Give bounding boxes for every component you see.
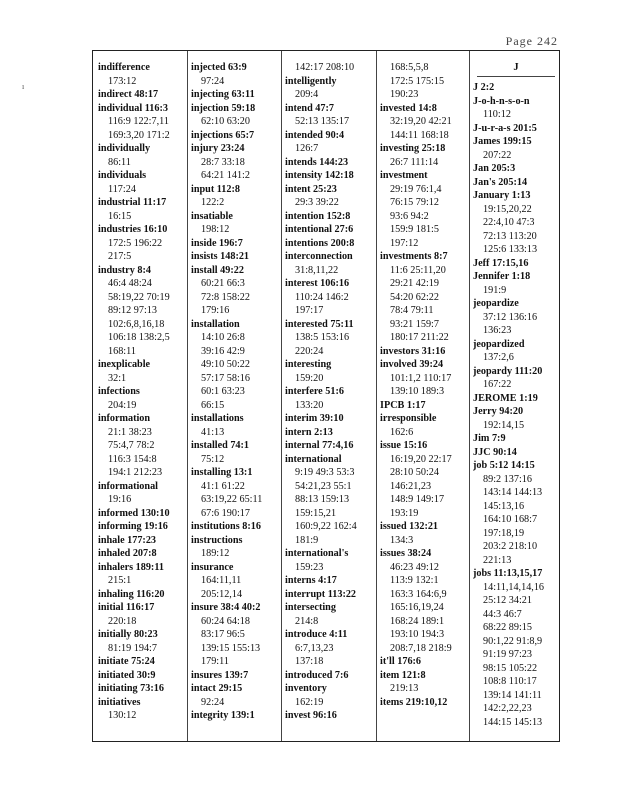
index-term: Jan's 205:14 bbox=[473, 176, 528, 188]
index-term: individually bbox=[98, 143, 151, 154]
index-page-refs: 148:9 149:17 bbox=[390, 494, 445, 505]
index-page-refs: 49:10 50:22 bbox=[201, 359, 250, 370]
index-page-refs: 181:9 bbox=[295, 534, 319, 546]
index-term: insure 38:4 40:2 bbox=[191, 602, 261, 613]
index-term: Jan 205:3 bbox=[473, 163, 516, 174]
index-term: informational bbox=[98, 480, 158, 492]
index-term: installation bbox=[191, 318, 240, 330]
index-page-refs: 190:23 bbox=[390, 89, 419, 100]
index-page-refs: 98:15 105:22 bbox=[483, 662, 538, 674]
index-page-refs: 172:5 196:22 bbox=[108, 237, 163, 249]
index-page-refs: 164:10 168:7 bbox=[483, 514, 538, 525]
index-term: industries 16:10 bbox=[98, 224, 168, 235]
index-term: James 199:15 bbox=[473, 136, 532, 147]
index-page-refs: 133:20 bbox=[295, 399, 324, 411]
index-term: injections 65:7 bbox=[191, 129, 255, 141]
index-page-refs: 142:2,22,23 bbox=[483, 703, 532, 714]
index-page-refs: 163:3 164:6,9 bbox=[390, 588, 447, 600]
index-page-refs: 113:9 132:1 bbox=[390, 575, 439, 586]
index-page-refs: 159:9 181:5 bbox=[390, 224, 439, 235]
index-page-refs: 72:13 113:20 bbox=[483, 230, 537, 242]
index-term: investments 8:7 bbox=[380, 251, 448, 262]
index-term: installed 74:1 bbox=[191, 440, 250, 451]
index-term: intended 90:4 bbox=[285, 129, 345, 141]
index-term: interrupt 113:22 bbox=[285, 588, 357, 600]
index-page-refs: 165:16,19,24 bbox=[390, 602, 444, 613]
index-term: interfere 51:6 bbox=[285, 386, 344, 397]
index-term: indirect 48:17 bbox=[98, 89, 159, 100]
index-term: injection 59:18 bbox=[191, 102, 256, 114]
index-term: injury 23:24 bbox=[191, 143, 245, 154]
index-term: Jennifer 1:18 bbox=[473, 271, 531, 282]
index-page-refs: 29:21 42:19 bbox=[390, 278, 439, 289]
index-page-refs: 162:19 bbox=[295, 696, 324, 708]
index-page-refs: 207:22 bbox=[483, 149, 512, 161]
index-page-refs: 81:19 194:7 bbox=[108, 642, 157, 654]
index-term: inhaled 207:8 bbox=[98, 548, 157, 559]
index-page-refs: 93:21 159:7 bbox=[390, 318, 439, 330]
index-term: intensity 142:18 bbox=[285, 170, 354, 181]
index-term: interest 106:16 bbox=[285, 278, 350, 289]
index-page-refs: 9:19 49:3 53:3 bbox=[295, 467, 355, 478]
index-term: interns 4:17 bbox=[285, 575, 337, 586]
index-page-refs: 57:17 58:16 bbox=[201, 372, 250, 384]
index-term: installing 13:1 bbox=[191, 467, 253, 478]
index-page-refs: 54:21,23 55:1 bbox=[295, 480, 352, 492]
index-page-refs: 168:11 bbox=[108, 345, 136, 357]
index-page-refs: 28:7 33:18 bbox=[201, 156, 245, 168]
index-page-refs: 122:2 bbox=[201, 197, 225, 208]
index-page-refs: 90:1,22 91:8,9 bbox=[483, 635, 543, 647]
index-page-refs: 14:10 26:8 bbox=[201, 332, 245, 343]
column-divider bbox=[281, 51, 282, 741]
index-page-refs: 179:11 bbox=[201, 656, 229, 667]
index-page-refs: 102:6,8,16,18 bbox=[108, 318, 165, 330]
index-term: involved 39:24 bbox=[380, 359, 444, 370]
index-page-refs: 197:18,19 bbox=[483, 527, 525, 539]
index-page-refs: 101:1,2 110:17 bbox=[390, 372, 452, 384]
index-page-refs: 214:8 bbox=[295, 615, 319, 627]
index-term: invested 14:8 bbox=[380, 102, 437, 114]
index-term: insatiable bbox=[191, 210, 233, 222]
index-page-refs: 37:12 136:16 bbox=[483, 311, 538, 323]
index-term: jeopardized bbox=[473, 338, 525, 350]
index-page-refs: 126:7 bbox=[295, 143, 319, 154]
index-term: intern 2:13 bbox=[285, 426, 333, 438]
index-page-refs: 60:24 64:18 bbox=[201, 615, 250, 627]
index-page-refs: 221:13 bbox=[483, 554, 512, 566]
index-term: intent 25:23 bbox=[285, 183, 337, 195]
index-term: jeopardy 111:20 bbox=[473, 365, 543, 377]
index-page-refs: 41:13 bbox=[201, 426, 225, 438]
index-term: input 112:8 bbox=[191, 183, 240, 195]
index-term: intention 152:8 bbox=[285, 210, 351, 222]
index-term: international's bbox=[285, 548, 349, 559]
index-page-refs: 75:4,7 78:2 bbox=[108, 440, 155, 451]
index-term: irresponsible bbox=[380, 413, 437, 424]
index-term: intact 29:15 bbox=[191, 683, 243, 694]
index-page-refs: 89:2 137:16 bbox=[483, 473, 532, 485]
index-page-refs: 67:6 190:17 bbox=[201, 507, 250, 519]
index-page-refs: 28:10 50:24 bbox=[390, 467, 439, 478]
index-term: issues 38:24 bbox=[380, 548, 432, 559]
index-page-refs: 64:21 141:2 bbox=[201, 170, 250, 181]
index-term: interested 75:11 bbox=[285, 318, 354, 330]
index-column-2 bbox=[191, 61, 279, 737]
index-page-refs: 91:19 97:23 bbox=[483, 649, 532, 660]
index-page-refs: 198:12 bbox=[201, 224, 230, 235]
index-page-refs: 108:8 110:17 bbox=[483, 676, 537, 687]
index-page-refs: 130:12 bbox=[108, 710, 137, 721]
index-column-5 bbox=[473, 61, 559, 737]
index-term: inventory bbox=[285, 683, 327, 694]
index-term: inhaling 116:20 bbox=[98, 588, 165, 600]
index-page-refs: 44:3 46:7 bbox=[483, 608, 522, 620]
index-term: J 2:2 bbox=[473, 82, 495, 93]
index-term: JJC 90:14 bbox=[473, 446, 517, 458]
index-term: informing 19:16 bbox=[98, 521, 168, 532]
index-page-refs: 193:10 194:3 bbox=[390, 629, 445, 640]
index-page-refs: 219:13 bbox=[390, 683, 419, 694]
index-page-refs: 29:3 39:22 bbox=[295, 197, 339, 208]
index-page-refs: 139:14 141:11 bbox=[483, 689, 542, 701]
index-page-refs: 172:5 175:15 bbox=[390, 75, 445, 87]
index-page-refs: 125:6 133:13 bbox=[483, 244, 538, 255]
index-term: January 1:13 bbox=[473, 190, 531, 201]
index-page-refs: 29:19 76:1,4 bbox=[390, 183, 442, 195]
letter-header-rule bbox=[477, 76, 555, 77]
index-term: introduce 4:11 bbox=[285, 629, 348, 640]
index-term: investors 31:16 bbox=[380, 345, 446, 357]
index-page-refs: 197:17 bbox=[295, 305, 324, 316]
index-term: inside 196:7 bbox=[191, 237, 243, 249]
index-term: jobs 11:13,15,17 bbox=[473, 568, 543, 579]
index-term: Jeff 17:15,16 bbox=[473, 257, 529, 269]
index-table bbox=[92, 50, 560, 742]
index-term: intentional 27:6 bbox=[285, 224, 354, 235]
index-term: initiated 30:9 bbox=[98, 669, 156, 681]
index-page-refs: 162:6 bbox=[390, 426, 414, 438]
index-page-refs: 72:8 158:22 bbox=[201, 291, 250, 303]
index-page-refs: 215:1 bbox=[108, 575, 132, 586]
index-term: injected 63:9 bbox=[191, 62, 247, 73]
index-page-refs: 75:12 bbox=[201, 453, 225, 465]
index-term: inexplicable bbox=[98, 359, 151, 370]
index-term: Jerry 94:20 bbox=[473, 406, 524, 417]
index-page-refs: 159:15,21 bbox=[295, 507, 337, 519]
letter-header: J bbox=[513, 62, 519, 73]
index-term: initial 116:17 bbox=[98, 602, 155, 613]
index-page-refs: 220:18 bbox=[108, 615, 137, 627]
index-page-refs: 194:1 212:23 bbox=[108, 467, 163, 478]
index-page-refs: 179:16 bbox=[201, 305, 230, 316]
index-term: interim 39:10 bbox=[285, 413, 344, 424]
index-page-refs: 19:16 bbox=[108, 494, 132, 505]
index-page-refs: 11:6 25:11,20 bbox=[390, 264, 446, 276]
index-page-refs: 189:12 bbox=[201, 548, 230, 559]
index-term: indifference bbox=[98, 62, 150, 73]
index-page-refs: 46:23 49:12 bbox=[390, 561, 439, 573]
index-term: instructions bbox=[191, 534, 243, 546]
index-page-refs: 83:17 96:5 bbox=[201, 629, 245, 640]
index-term: insures 139:7 bbox=[191, 669, 249, 681]
index-term: installations bbox=[191, 413, 244, 424]
index-page-refs: 21:1 38:23 bbox=[108, 426, 152, 438]
index-page-refs: 52:13 135:17 bbox=[295, 116, 350, 127]
index-term: install 49:22 bbox=[191, 264, 244, 276]
index-page-refs: 209:4 bbox=[295, 89, 319, 100]
index-term: industrial 11:17 bbox=[98, 197, 167, 208]
index-page-refs: 169:3,20 171:2 bbox=[108, 129, 170, 141]
page-number: Page 242 bbox=[505, 34, 558, 48]
index-page-refs: 193:19 bbox=[390, 507, 419, 519]
index-page-refs: 58:19,22 70:19 bbox=[108, 291, 170, 303]
index-term: insists 148:21 bbox=[191, 251, 250, 262]
index-term: issue 15:16 bbox=[380, 440, 428, 451]
index-page-refs: 138:5 153:16 bbox=[295, 332, 350, 343]
index-term: IPCB 1:17 bbox=[380, 399, 426, 411]
index-term: jeopardize bbox=[473, 298, 519, 309]
index-page-refs: 93:6 94:2 bbox=[390, 210, 429, 222]
index-term: investment bbox=[380, 170, 428, 181]
index-term: international bbox=[285, 453, 342, 465]
index-page-refs: 54:20 62:22 bbox=[390, 291, 439, 303]
column-divider bbox=[469, 51, 470, 741]
index-page-refs: 197:12 bbox=[390, 237, 419, 249]
index-page-refs: 78:4 79:11 bbox=[390, 305, 434, 316]
index-page-refs: 134:3 bbox=[390, 534, 414, 546]
index-page-refs: 167:22 bbox=[483, 379, 512, 390]
index-page-refs: 92:24 bbox=[201, 696, 225, 708]
index-page-refs: 217:5 bbox=[108, 251, 132, 262]
index-page-refs: 76:15 79:12 bbox=[390, 197, 439, 208]
index-page-refs: 220:24 bbox=[295, 345, 324, 357]
index-page-refs: 139:15 155:13 bbox=[201, 642, 261, 654]
index-page-refs: 31:8,11,22 bbox=[295, 264, 339, 276]
index-page-refs: 143:14 144:13 bbox=[483, 487, 543, 498]
index-term: injecting 63:11 bbox=[191, 89, 255, 100]
index-page-refs: 66:15 bbox=[201, 399, 225, 411]
index-term: intends 144:23 bbox=[285, 156, 349, 168]
index-term: job 5:12 14:15 bbox=[473, 460, 535, 471]
index-page-refs: 116:9 122:7,11 bbox=[108, 116, 169, 127]
index-page-refs: 146:21,23 bbox=[390, 480, 432, 492]
index-term: internal 77:4,16 bbox=[285, 440, 354, 451]
index-term: intersecting bbox=[285, 602, 336, 613]
index-page-refs: 144:15 145:13 bbox=[483, 716, 543, 728]
index-term: infections bbox=[98, 386, 140, 397]
index-page-refs: 160:9,22 162:4 bbox=[295, 521, 357, 532]
index-page-refs: 32:19,20 42:21 bbox=[390, 116, 452, 127]
index-term: intelligently bbox=[285, 75, 337, 87]
index-term: item 121:8 bbox=[380, 669, 426, 681]
index-term: insurance bbox=[191, 561, 234, 573]
index-page-refs: 116:3 154:8 bbox=[108, 453, 157, 465]
index-term: J-o-h-n-s-o-n bbox=[473, 95, 530, 107]
index-page-refs: 86:11 bbox=[108, 156, 131, 168]
index-page-refs: 159:20 bbox=[295, 372, 324, 384]
index-term: initially 80:23 bbox=[98, 629, 158, 640]
index-page-refs: 168:5,5,8 bbox=[390, 62, 429, 73]
index-term: interesting bbox=[285, 359, 332, 370]
index-page-refs: 137:2,6 bbox=[483, 352, 514, 363]
index-term: it'll 176:6 bbox=[380, 656, 422, 667]
index-term: Jim 7:9 bbox=[473, 433, 506, 444]
index-page-refs: 173:12 bbox=[108, 75, 137, 87]
index-page-refs: 191:9 bbox=[483, 284, 507, 296]
index-term: informed 130:10 bbox=[98, 507, 170, 519]
index-page-refs: 6:7,13,23 bbox=[295, 642, 334, 654]
index-page-refs: 26:7 111:14 bbox=[390, 156, 439, 168]
index-term: initiatives bbox=[98, 696, 141, 708]
index-page-refs: 46:4 48:24 bbox=[108, 278, 152, 289]
index-page-refs: 97:24 bbox=[201, 75, 225, 87]
index-page-refs: 142:17 208:10 bbox=[295, 62, 355, 73]
index-page-refs: 164:11,11 bbox=[201, 575, 242, 586]
margin-mark: ı bbox=[22, 82, 25, 91]
index-page-refs: 60:21 66:3 bbox=[201, 278, 245, 289]
index-term: invest 96:16 bbox=[285, 710, 337, 721]
index-page-refs: 62:10 63:20 bbox=[201, 116, 250, 127]
index-term: intentions 200:8 bbox=[285, 237, 355, 249]
index-column-1 bbox=[98, 61, 184, 737]
index-page-refs: 68:22 89:15 bbox=[483, 622, 532, 633]
index-page-refs: 41:1 61:22 bbox=[201, 480, 245, 492]
index-page-refs: 25:12 34:21 bbox=[483, 595, 532, 606]
index-term: JEROME 1:19 bbox=[473, 392, 538, 404]
index-page-refs: 205:12,14 bbox=[201, 588, 243, 600]
index-page-refs: 16:19,20 22:17 bbox=[390, 453, 452, 465]
index-page-refs: 117:24 bbox=[108, 183, 136, 195]
index-term: institutions 8:16 bbox=[191, 521, 261, 532]
index-page-refs: 144:11 168:18 bbox=[390, 129, 449, 141]
index-page-refs: 139:10 189:3 bbox=[390, 386, 445, 397]
index-page-refs: 180:17 211:22 bbox=[390, 332, 449, 343]
index-term: integrity 139:1 bbox=[191, 710, 255, 721]
index-term: inhale 177:23 bbox=[98, 534, 157, 546]
index-page-refs: 63:19,22 65:11 bbox=[201, 494, 263, 505]
index-term: individual 116:3 bbox=[98, 102, 168, 114]
index-page-refs: 32:1 bbox=[108, 372, 127, 384]
index-term: initiate 75:24 bbox=[98, 656, 155, 667]
index-page-refs: 136:23 bbox=[483, 325, 512, 336]
index-column-3 bbox=[285, 61, 373, 737]
index-page-refs: 159:23 bbox=[295, 561, 324, 573]
index-term: interconnection bbox=[285, 251, 353, 262]
index-page-refs: 88:13 159:13 bbox=[295, 494, 350, 505]
index-term: investing 25:18 bbox=[380, 143, 446, 154]
index-page-refs: 39:16 42:9 bbox=[201, 345, 245, 357]
index-page-refs: 137:18 bbox=[295, 656, 324, 667]
index-page-refs: 203:2 218:10 bbox=[483, 541, 538, 552]
index-page-refs: 60:1 63:23 bbox=[201, 386, 245, 397]
column-divider bbox=[187, 51, 188, 741]
index-column-4 bbox=[380, 61, 468, 737]
index-page-refs: 22:4,10 47:3 bbox=[483, 217, 535, 228]
index-term: issued 132:21 bbox=[380, 521, 439, 532]
index-page-refs: 89:12 97:13 bbox=[108, 305, 157, 316]
index-page-refs: 204:19 bbox=[108, 399, 137, 411]
index-term: individuals bbox=[98, 170, 147, 181]
column-divider bbox=[376, 51, 377, 741]
index-page-refs: 110:12 bbox=[483, 109, 511, 120]
index-page-refs: 16:15 bbox=[108, 210, 132, 222]
index-term: inhalers 189:11 bbox=[98, 561, 164, 573]
index-page-refs: 106:18 138:2,5 bbox=[108, 332, 170, 343]
index-page-refs: 168:24 189:1 bbox=[390, 615, 445, 627]
index-term: industry 8:4 bbox=[98, 264, 151, 276]
index-page-refs: 208:7,18 218:9 bbox=[390, 642, 452, 654]
index-term: introduced 7:6 bbox=[285, 669, 349, 681]
index-term: J-u-r-a-s 201:5 bbox=[473, 122, 537, 134]
index-term: items 219:10,12 bbox=[380, 696, 448, 708]
index-page-refs: 192:14,15 bbox=[483, 419, 525, 431]
index-term: intend 47:7 bbox=[285, 102, 334, 114]
index-page-refs: 145:13,16 bbox=[483, 500, 525, 512]
index-page-refs: 14:11,14,14,16 bbox=[483, 581, 545, 593]
index-page-refs: 110:24 146:2 bbox=[295, 291, 349, 303]
index-page-refs: 19:15,20,22 bbox=[483, 203, 532, 215]
index-term: initiating 73:16 bbox=[98, 683, 164, 694]
index-term: information bbox=[98, 413, 151, 424]
